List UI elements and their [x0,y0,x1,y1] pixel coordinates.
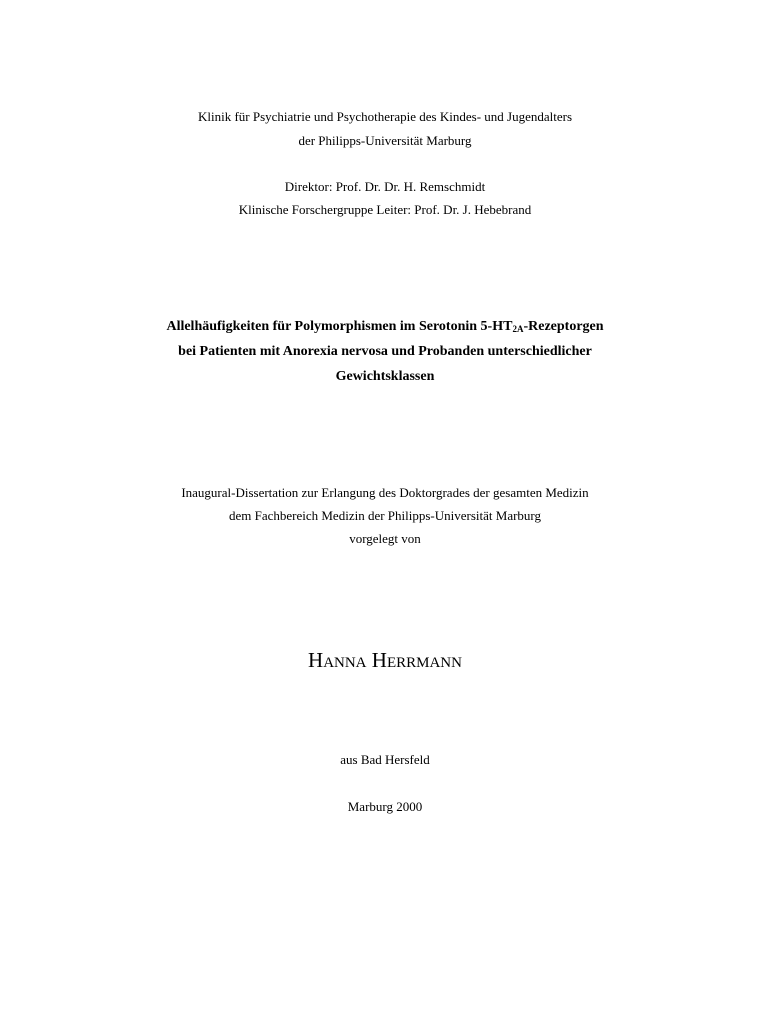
director-line: Direktor: Prof. Dr. Dr. H. Remschmidt [284,179,486,194]
author-first-initial: H [308,648,324,672]
title-line-1-subscript: 2A [512,324,524,334]
author-first-rest: ANNA [323,655,367,671]
research-group-line: Klinische Forschergruppe Leiter: Prof. Dr. J. Hebebrand [238,202,532,217]
title-line-3: Gewichtsklassen [335,369,435,384]
title-line-1-end: -Rezeptorgen [523,319,604,334]
place-year-line: Marburg 2000 [347,799,423,814]
dissertation-line-1: Inaugural-Dissertation zur Erlangung des Doktorgrades der gesamten Medizin [181,485,589,500]
institution-line-2: der Philipps-Universität Marburg [298,133,472,148]
institution-line-1: Klinik für Psychiatrie und Psychotherapie des Kindes- und Jugendalters [197,109,573,124]
title-line-2: bei Patienten mit Anorexia nervosa und Probanden unterschiedlicher [178,344,592,359]
dissertation-line-3: vorgelegt von [349,531,421,546]
author-name [0,647,770,676]
author-last-rest: ERRMANN [386,655,462,671]
title-line-1-main: Allelhäufigkeiten für Polymorphismen im Serotonin 5-HT [166,319,513,334]
dissertation-line-2: dem Fachbereich Medizin der Philipps-Universität Marburg [228,508,542,523]
origin-line: aus Bad Hersfeld [340,752,430,767]
author-last-initial: H [371,648,387,672]
title-line-1 [0,318,770,336]
